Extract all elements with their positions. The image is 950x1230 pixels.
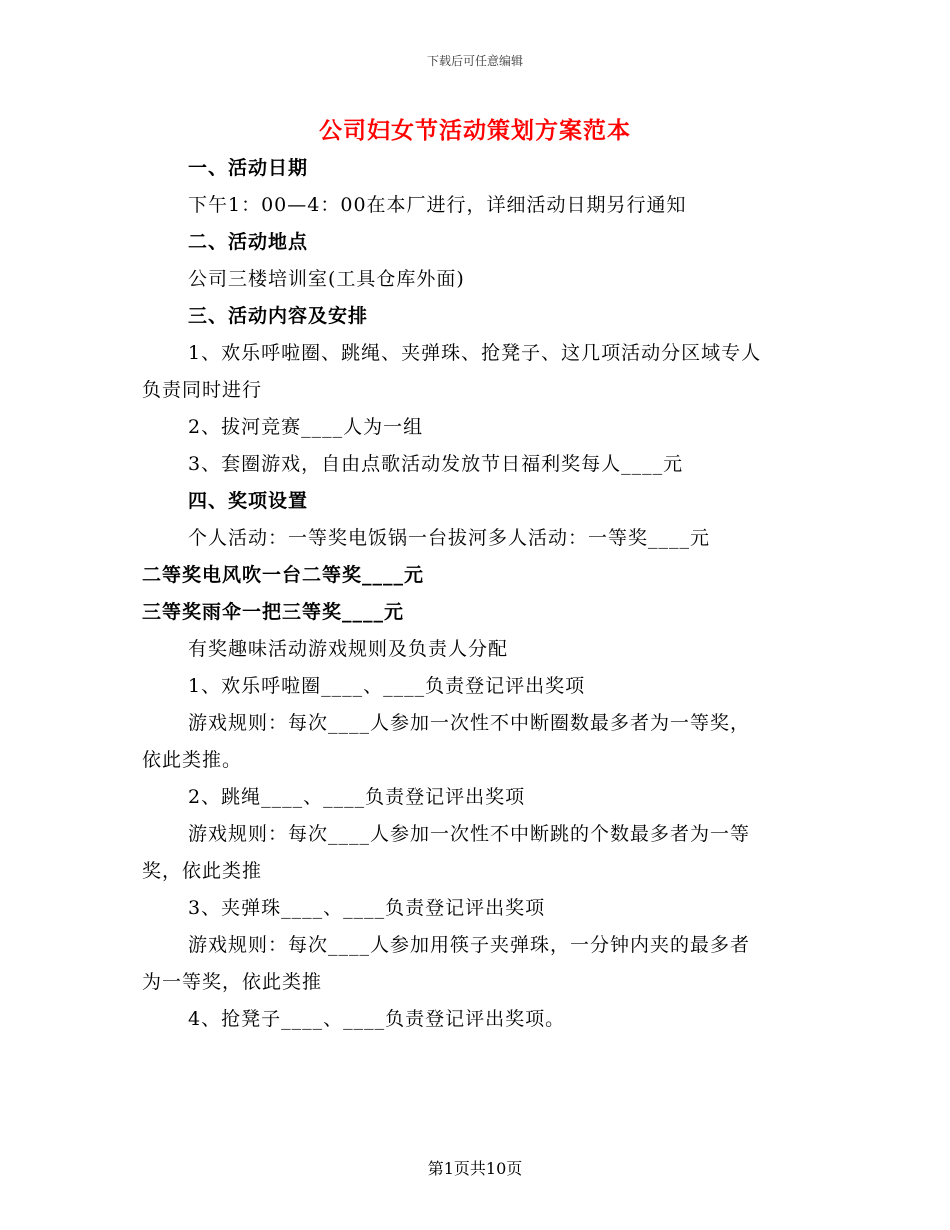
paragraph-line: 负责同时进行 [142, 379, 263, 401]
paragraph-line: 有奖趣味活动游戏规则及负责人分配 [188, 638, 509, 660]
section-heading: 三等奖雨伞一把三等奖____元 [142, 601, 405, 623]
document-body [142, 150, 814, 1038]
paragraph-line: 游戏规则：每次____人参加一次性不中断跳的个数最多者为一等 [188, 823, 751, 845]
paragraph-line: 1、欢乐呼啦圈____、____负责登记评出奖项 [188, 675, 586, 697]
paragraph-line: 4、抢凳子____、____负责登记评出奖项。 [188, 1008, 566, 1030]
paragraph-line: 2、拔河竞赛____人为一组 [188, 416, 424, 438]
section-heading: 二、活动地点 [188, 231, 309, 253]
header-note: 下载后可任意编辑 [426, 54, 523, 68]
paragraph-line: 2、跳绳____、____负责登记评出奖项 [188, 786, 526, 808]
paragraph-line: 游戏规则：每次____人参加用筷子夹弹珠，一分钟内夹的最多者 [188, 934, 751, 956]
section-heading: 二等奖电风吹一台二等奖____元 [142, 564, 425, 586]
paragraph-line: 3、夹弹珠____、____负责登记评出奖项 [188, 897, 546, 919]
paragraph-line: 奖，依此类推 [142, 860, 263, 882]
paragraph-line: 个人活动：一等奖电饭锅一台拔河多人活动：一等奖____元 [188, 527, 711, 549]
paragraph-line: 3、套圈游戏，自由点歌活动发放节日福利奖每人____元 [188, 453, 684, 475]
page-footer: 第1页共10页 [427, 1159, 523, 1178]
paragraph-line: 为一等奖，依此类推 [142, 971, 323, 993]
section-heading: 一、活动日期 [188, 157, 309, 179]
paragraph-line: 下午1：00—4：00在本厂进行，详细活动日期另行通知 [188, 194, 687, 216]
paragraph-line: 1、欢乐呼啦圈、跳绳、夹弹珠、抢凳子、这几项活动分区域专人 [188, 342, 762, 364]
paragraph-line: 游戏规则：每次____人参加一次性不中断圈数最多者为一等奖， [188, 712, 751, 734]
paragraph-line: 依此类推。 [142, 749, 243, 771]
paragraph-line: 公司三楼培训室(工具仓库外面) [188, 268, 465, 290]
section-heading: 三、活动内容及安排 [188, 305, 369, 327]
document-title: 公司妇女节活动策划方案范本 [319, 117, 631, 144]
section-heading: 四、奖项设置 [188, 490, 309, 512]
